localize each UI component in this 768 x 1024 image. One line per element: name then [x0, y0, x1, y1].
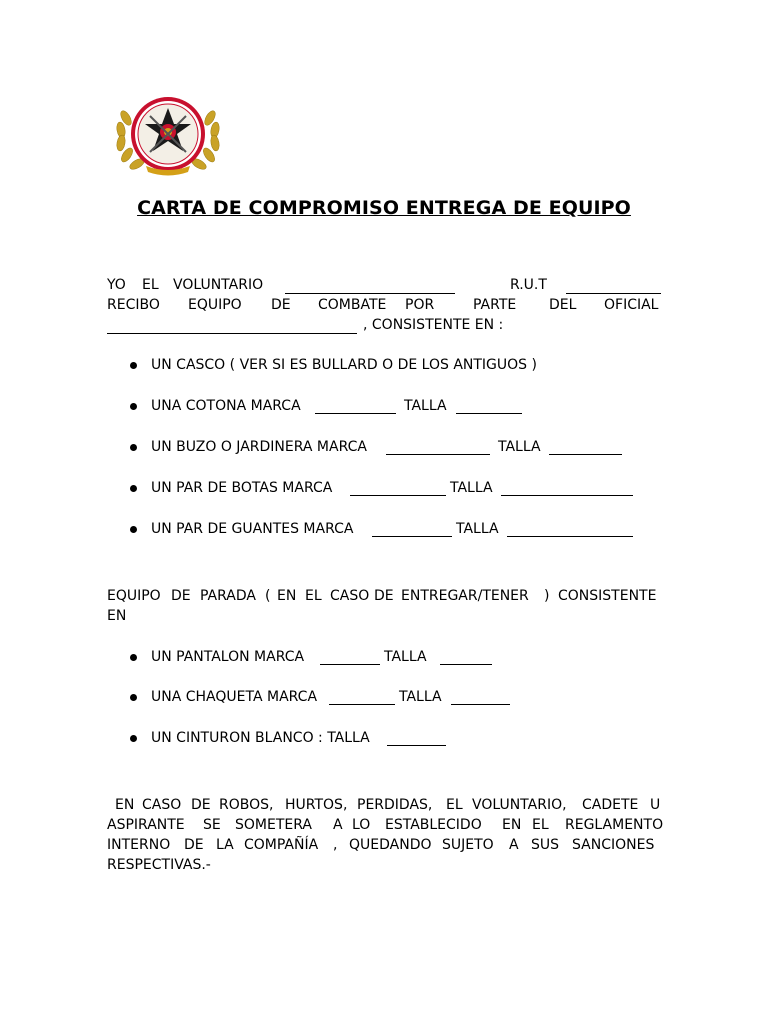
rut-field[interactable]	[566, 280, 661, 294]
marca-field[interactable]	[372, 523, 452, 537]
intro-word: VOLUNTARIO	[173, 277, 264, 293]
closing-word: COMPAÑÍA	[244, 837, 319, 853]
list-item	[0, 478, 768, 498]
talla-field[interactable]	[456, 400, 522, 414]
item-talla-label: TALLA	[399, 689, 442, 705]
marca-field[interactable]	[350, 482, 446, 496]
closing-word: PERDIDAS,	[357, 797, 433, 813]
item-marca-label: UN CINTURON BLANCO : TALLA	[151, 730, 370, 746]
closing-word: DE	[191, 797, 211, 813]
intro-word: OFICIAL	[604, 297, 659, 313]
talla-field[interactable]	[501, 482, 633, 496]
bullet-icon	[130, 444, 137, 451]
closing-word: LA	[216, 837, 234, 853]
closing-word: ASPIRANTE	[107, 817, 185, 833]
closing-word: EL	[446, 797, 463, 813]
parade-word: EQUIPO	[107, 588, 161, 604]
talla-field[interactable]	[451, 691, 510, 705]
item-marca-label: UN PAR DE GUANTES MARCA	[151, 521, 354, 537]
closing-word: SUJETO	[442, 837, 494, 853]
intro-word: EL	[142, 277, 159, 293]
closing-word: SUS	[531, 837, 560, 853]
bullet-icon	[130, 735, 137, 742]
closing-word: QUEDANDO	[349, 837, 432, 853]
list-item	[0, 728, 768, 748]
closing-word: LO	[352, 817, 371, 833]
oficial-name-field[interactable]	[107, 320, 357, 334]
bullet-icon	[130, 526, 137, 533]
closing-word: RESPECTIVAS.-	[107, 857, 211, 873]
list-item	[0, 687, 768, 707]
closing-word: SANCIONES	[572, 837, 655, 853]
parade-word: )	[544, 588, 550, 604]
marca-field[interactable]	[315, 400, 396, 414]
closing-word: VOLUNTARIO,	[472, 797, 567, 813]
closing-word: EN	[115, 797, 135, 813]
parade-word: DE	[374, 588, 394, 604]
fire-brigade-seal-logo	[106, 88, 230, 182]
closing-word: ,	[333, 837, 338, 853]
marca-field[interactable]	[329, 691, 395, 705]
parade-word: PARADA	[200, 588, 256, 604]
closing-word: ESTABLECIDO	[385, 817, 482, 833]
item-marca-label: UNA COTONA MARCA	[151, 398, 301, 414]
talla-field[interactable]	[440, 651, 492, 665]
parade-word: CONSISTENTE	[558, 588, 657, 604]
closing-word: DE	[184, 837, 204, 853]
intro-paragraph	[107, 275, 661, 335]
marca-field[interactable]	[320, 651, 380, 665]
item-marca-label: UN BUZO O JARDINERA MARCA	[151, 439, 367, 455]
intro-word: DE	[271, 297, 291, 313]
consistente-text: , CONSISTENTE EN :	[363, 317, 504, 333]
closing-word: ROBOS,	[219, 797, 274, 813]
item-marca-label: UNA CHAQUETA MARCA	[151, 689, 318, 705]
intro-word: DEL	[549, 297, 577, 313]
item-talla-label: TALLA	[456, 521, 499, 537]
closing-word: CADETE	[582, 797, 639, 813]
rut-label: R.U.T	[510, 277, 547, 293]
parade-word: EN	[277, 588, 297, 604]
item-talla-label: TALLA	[498, 439, 541, 455]
item-talla-label: TALLA	[384, 649, 427, 665]
closing-word: SOMETERA	[235, 817, 312, 833]
bullet-icon	[130, 485, 137, 492]
closing-word: A	[509, 837, 519, 853]
intro-word: YO	[107, 277, 126, 293]
bullet-icon	[130, 362, 137, 369]
talla-field[interactable]	[507, 523, 633, 537]
closing-word: A	[333, 817, 343, 833]
closing-word: EN	[502, 817, 522, 833]
closing-word: EL	[532, 817, 549, 833]
list-item	[0, 437, 768, 457]
closing-word: SE	[203, 817, 221, 833]
list-item	[0, 355, 768, 375]
item-talla-label: TALLA	[404, 398, 447, 414]
closing-word: CASO	[142, 797, 182, 813]
intro-word: RECIBO	[107, 297, 160, 313]
list-item	[0, 647, 768, 667]
closing-word: INTERNO	[107, 837, 171, 853]
parade-word: EL	[305, 588, 322, 604]
item-marca-label: UN PAR DE BOTAS MARCA	[151, 480, 333, 496]
parade-word: DE	[171, 588, 191, 604]
closing-word: HURTOS,	[285, 797, 348, 813]
parade-word: CASO	[330, 588, 370, 604]
closing-paragraph	[107, 795, 664, 875]
intro-word: POR	[405, 297, 435, 313]
document-title: CARTA DE COMPROMISO ENTREGA DE EQUIPO	[137, 197, 631, 219]
parade-word: (	[265, 588, 271, 604]
list-item	[0, 396, 768, 416]
parade-word: ENTREGAR/TENER	[401, 588, 529, 604]
bullet-icon	[130, 694, 137, 701]
voluntario-name-field[interactable]	[285, 280, 455, 294]
parade-word: EN	[107, 608, 127, 624]
intro-word: PARTE	[473, 297, 517, 313]
intro-word: COMBATE	[318, 297, 387, 313]
closing-word: U	[650, 797, 661, 813]
intro-word: EQUIPO	[188, 297, 242, 313]
list-item	[0, 519, 768, 539]
closing-word: REGLAMENTO	[565, 817, 664, 833]
talla-field[interactable]	[387, 732, 446, 746]
item-text: UN CASCO ( VER SI ES BULLARD O DE LOS ANTIGUOS )	[151, 357, 537, 373]
item-marca-label: UN PANTALON MARCA	[151, 649, 305, 665]
talla-field[interactable]	[549, 441, 622, 455]
item-talla-label: TALLA	[450, 480, 493, 496]
parade-paragraph	[107, 586, 661, 626]
marca-field[interactable]	[386, 441, 490, 455]
bullet-icon	[130, 654, 137, 661]
bullet-icon	[130, 403, 137, 410]
